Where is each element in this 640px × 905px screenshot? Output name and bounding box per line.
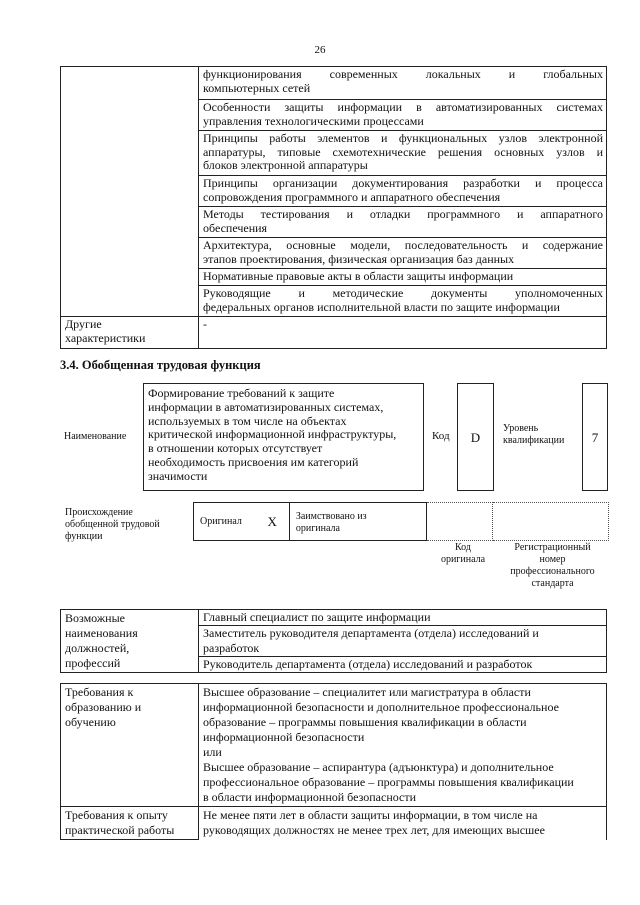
label-line: Требования к опыту — [65, 808, 168, 822]
knowledge-table — [60, 66, 607, 349]
label-line: оригинала — [295, 523, 340, 534]
knowledge-item — [199, 286, 607, 317]
name-line: значимости — [148, 468, 208, 483]
knowledge-line: аппаратуры, типовые схемотехнические решения основных узлов и — [203, 144, 603, 159]
registration-caption — [500, 542, 605, 590]
knowledge-line: федеральных органов исполнительной власти по защите информации — [203, 299, 560, 314]
caption-line: оригинала — [440, 554, 486, 565]
name-line: в отношении которых отсутствует — [148, 441, 323, 456]
knowledge-line: этапов проектирования, физическая организация баз данных — [203, 251, 515, 266]
label-line: наименования — [65, 626, 138, 640]
knowledge-item — [199, 207, 607, 238]
code-caption — [438, 542, 488, 566]
knowledge-line: обеспечения — [203, 220, 268, 235]
caption-line: номер — [539, 554, 566, 565]
label-line: Другие — [65, 317, 102, 331]
education-line: профессиональное образование – программы повышения квалификации — [203, 775, 574, 789]
page-number: 26 — [314, 44, 326, 56]
knowledge-label-cell — [61, 67, 199, 317]
knowledge-line: компьютерных сетей — [203, 80, 311, 95]
knowledge-item — [199, 269, 607, 286]
education-label — [61, 684, 199, 807]
job-title-item — [199, 657, 606, 672]
label-line: должностей, — [65, 641, 130, 655]
code-value-box: D — [457, 383, 494, 491]
label-line: образованию и — [65, 700, 142, 714]
label-line: обобщенной трудовой — [65, 519, 160, 530]
knowledge-line: Принципы работы элементов и функциональных узлов электронной — [203, 131, 603, 145]
section-title: 3.4. Обобщенная трудовая функция — [60, 358, 261, 372]
knowledge-line: функционирования современных локальных и глобальных — [203, 67, 603, 81]
job-titles-label — [61, 610, 199, 673]
registration-number-cell — [493, 503, 609, 541]
knowledge-line: Руководящие и методические документы уполномоченных — [203, 286, 603, 300]
other-characteristics-label — [61, 317, 199, 349]
origin-table — [193, 502, 609, 541]
education-line: или — [203, 745, 222, 759]
knowledge-line: Принципы организации документирования разработки и процесса — [203, 176, 603, 190]
requirements-table — [60, 683, 607, 840]
knowledge-item — [199, 67, 607, 100]
job-titles-table — [60, 609, 607, 673]
name-line: Формирование требований к защите — [148, 386, 335, 400]
level-label — [503, 423, 564, 447]
label-line: Требования к — [65, 685, 134, 699]
origin-label — [65, 507, 160, 543]
caption-line: Код — [455, 542, 471, 553]
job-title-item — [199, 610, 606, 626]
name-line: используемых в том числе на объектах — [148, 413, 347, 428]
experience-value — [199, 807, 607, 840]
knowledge-line: Нормативные правовые акты в области защиты информации — [203, 269, 514, 283]
experience-label — [61, 807, 199, 840]
education-value — [199, 684, 607, 807]
knowledge-item — [199, 100, 607, 131]
label-line: Возможные — [65, 611, 125, 625]
knowledge-line: Архитектура, основные модели, последовательность и содержание — [203, 238, 603, 252]
education-line: в области информационной безопасности — [203, 790, 417, 804]
caption-line: профессионального — [510, 566, 595, 577]
knowledge-item — [199, 131, 607, 176]
caption-line: стандарта — [531, 578, 574, 589]
function-name-box — [143, 383, 424, 491]
name-line: информации в автоматизированных системах, — [148, 399, 384, 414]
name-line: необходимость присвоения им категорий — [148, 454, 359, 469]
label-line: Происхождение — [65, 507, 133, 518]
name-line: критической информационной инфраструктуры, — [148, 427, 397, 442]
label-line: характеристики — [65, 330, 146, 345]
borrowed-label — [289, 503, 426, 541]
knowledge-line: управления технологическими процессами — [203, 113, 424, 128]
job-title-item — [199, 626, 606, 657]
knowledge-line: блоков электронной аппаратуры — [203, 158, 368, 172]
education-line: Высшее образование – специалитет или магистратура в области — [203, 685, 531, 699]
label-line: профессий — [65, 656, 121, 670]
education-line: Высшее образование – аспирантура (адъюнктура) и дополнительное — [203, 760, 554, 774]
experience-line: Не менее пяти лет в области защиты информации, в том числе на — [203, 808, 538, 822]
job-title-line: Руководитель департамента (отдела) исследований и разработок — [203, 657, 533, 671]
original-mark: X — [255, 503, 289, 541]
knowledge-line: сопровождения программного и аппаратного обеспечения — [203, 189, 501, 204]
caption-line: Регистрационный — [514, 542, 591, 553]
label-line: Заимствовано из — [295, 511, 367, 522]
label-line: Уровень — [503, 423, 539, 434]
label-line: функции — [65, 531, 103, 542]
job-title-line: Заместитель руководителя департамента (отдела) исследований и — [203, 626, 539, 640]
education-line: информационной безопасности — [203, 730, 365, 744]
job-titles-list — [199, 610, 607, 673]
level-value-box: 7 — [582, 383, 608, 491]
education-line: информационной безопасности и дополнительное профессиональное — [203, 700, 559, 714]
code-label: Код — [432, 430, 450, 442]
education-line: образование – программы повышения квалификации в области — [203, 715, 527, 729]
knowledge-line: Особенности защиты информации в автоматизированных системах — [203, 100, 603, 114]
name-label: Наименование — [64, 431, 127, 442]
label-line: квалификации — [503, 435, 565, 446]
knowledge-item — [199, 176, 607, 207]
knowledge-item — [199, 238, 607, 269]
original-code-cell — [426, 503, 493, 541]
job-title-line: разработок — [203, 641, 260, 655]
original-label: Оригинал — [194, 503, 256, 541]
knowledge-line: Методы тестирования и отладки программного и аппаратного — [203, 207, 603, 221]
other-characteristics-value: - — [199, 317, 607, 349]
job-title-line: Главный специалист по защите информации — [203, 610, 431, 624]
experience-line: руководящих должностях не менее трех лет, для имеющих высшее — [203, 823, 545, 837]
label-line: обучению — [65, 715, 116, 729]
label-line: практической работы — [65, 823, 175, 837]
